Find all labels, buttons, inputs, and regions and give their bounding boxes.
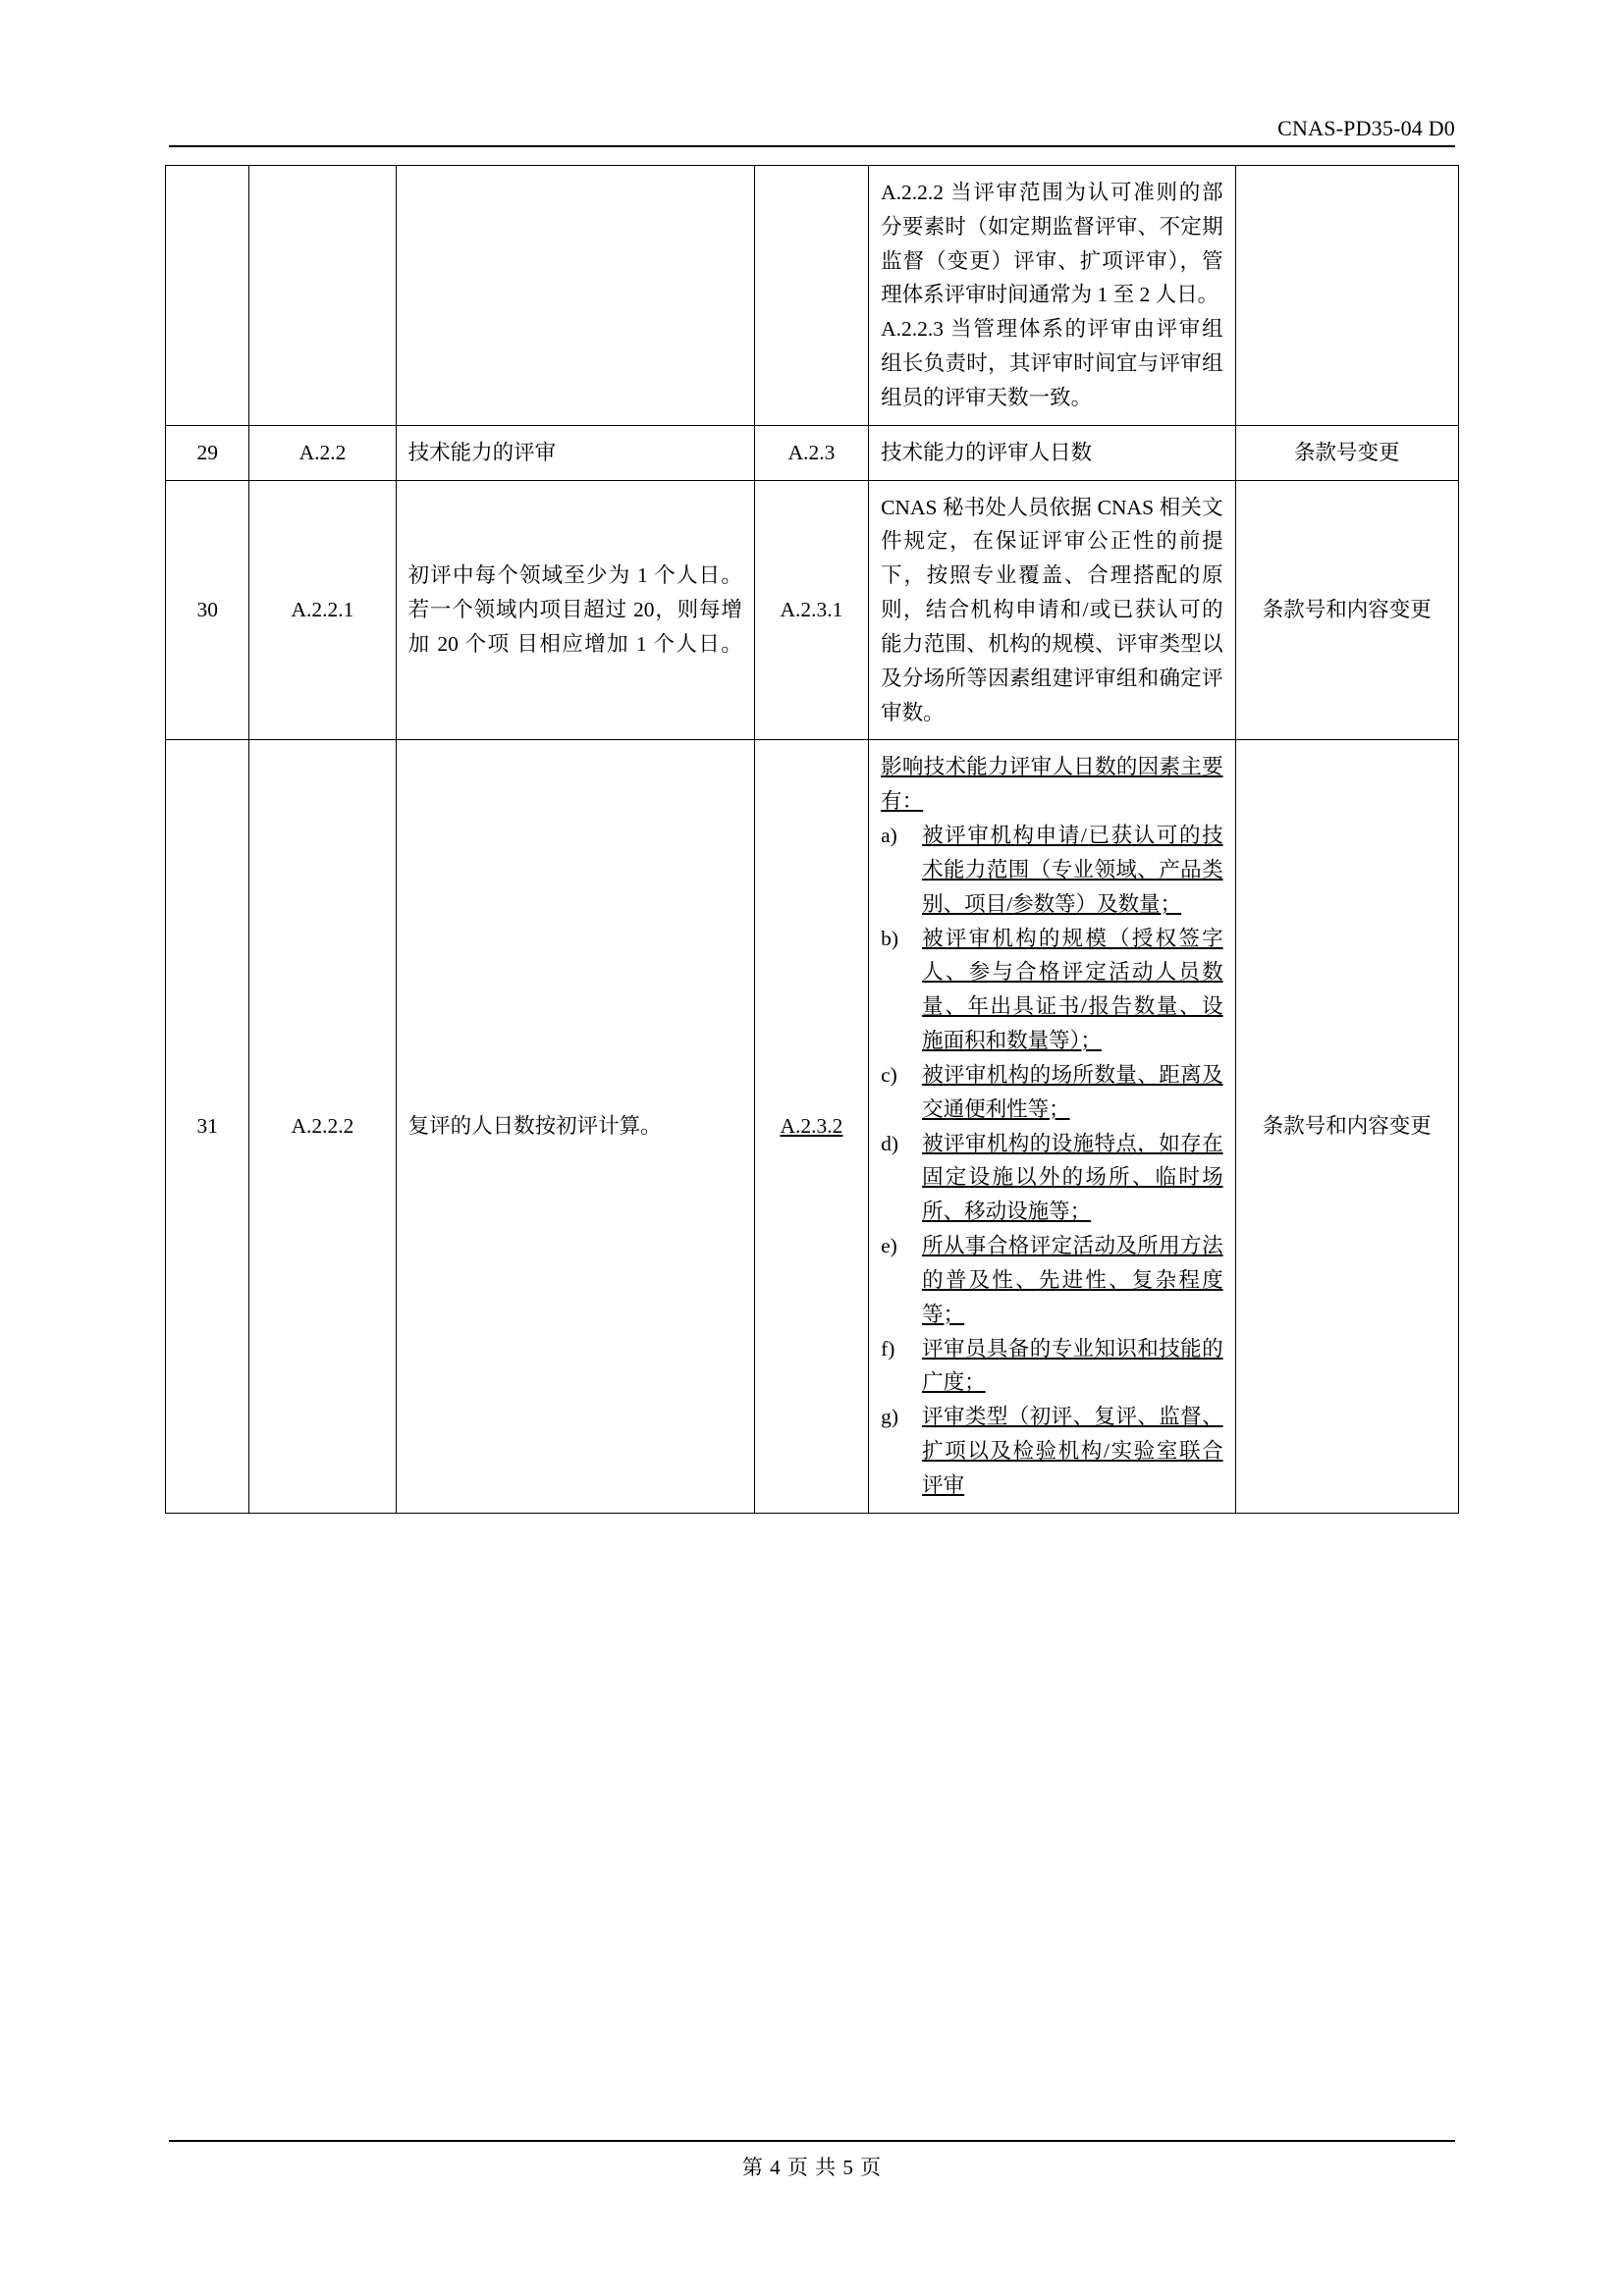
page-header: CNAS-PD35-04 D0 <box>1277 116 1455 140</box>
list-item <box>881 1229 1222 1331</box>
old-text-cell: 初评中每个领域至少为 1 个人日。若一个领域内项目超过 20，则每增加 20 个项 目相应增加 1 个人日。 <box>396 480 754 740</box>
list-marker: e) <box>881 1234 897 1258</box>
new-clause-cell: A.2.3.1 <box>754 480 868 740</box>
list-item-text: 被评审机构的设施特点，如存在固定设施以外的场所、临时场所、移动设施等； <box>922 1131 1223 1224</box>
old-clause-cell <box>249 166 396 426</box>
table-row <box>166 480 1459 740</box>
new-text-cell: CNAS 秘书处人员依据 CNAS 相关文件规定，在保证评审公正性的前提下，按照专业覆盖、合理搭配的原则，结合机构申请和/或已获认可的能力范围、机构的规模、评审类型以及分场所等因素组建评审组和确定评审数。 <box>869 480 1235 740</box>
old-text-cell: 技术能力的评审 <box>396 425 754 480</box>
new-text-cell <box>869 166 1235 426</box>
row-number-cell: 29 <box>166 425 249 480</box>
note-cell: 条款号和内容变更 <box>1235 480 1458 740</box>
new-text-cell <box>869 740 1235 1513</box>
list-item-text: 评审类型（初评、复评、监督、扩项以及检验机构/实验室联合评审 <box>922 1405 1223 1497</box>
list-item <box>881 1127 1222 1229</box>
old-clause-cell: A.2.2 <box>249 425 396 480</box>
note-cell: 条款号变更 <box>1235 425 1458 480</box>
note-cell: 条款号和内容变更 <box>1235 740 1458 1513</box>
list-item <box>881 1058 1222 1127</box>
list-item <box>881 1332 1222 1401</box>
list-item-text: 被评审机构的场所数量、距离及交通便利性等； <box>922 1062 1223 1121</box>
old-text-cell <box>396 166 754 426</box>
new-clause-cell: A.2.3.2 <box>754 740 868 1513</box>
list-item-text: 被评审机构的规模（授权签字人、参与合格评定活动人员数量、年出具证书/报告数量、设施面积和数量等）； <box>922 926 1223 1053</box>
old-text-cell: 复评的人日数按初评计算。 <box>396 740 754 1513</box>
list-item <box>881 1400 1222 1502</box>
list-item-text: 评审员具备的专业知识和技能的广度； <box>922 1336 1223 1395</box>
list-marker: a) <box>881 824 897 848</box>
header-divider <box>169 145 1455 147</box>
row-number-cell: 31 <box>166 740 249 1513</box>
list-marker: f) <box>881 1336 895 1361</box>
table-row <box>166 166 1459 426</box>
old-clause-cell: A.2.2.1 <box>249 480 396 740</box>
list-marker: b) <box>881 926 899 950</box>
old-clause-cell: A.2.2.2 <box>249 740 396 1513</box>
new-clause-cell <box>754 166 868 426</box>
list-marker: d) <box>881 1131 899 1155</box>
list-item <box>881 819 1222 921</box>
footer-divider <box>169 2140 1455 2142</box>
new-text-cell: 技术能力的评审人日数 <box>869 425 1235 480</box>
new-text-intro: 影响技术能力评审人日数的因素主要有： <box>881 755 1223 814</box>
new-text-paragraph: A.2.2.2 当评审范围为认可准则的部分要素时（如定期监督评审、不定期监督（变更）评审、扩项评审），管理体系评审时间通常为 1 至 2 人日。 <box>881 181 1223 307</box>
table-row <box>166 425 1459 480</box>
new-clause-cell: A.2.3 <box>754 425 868 480</box>
page-footer: 第 4 页 共 5 页 <box>741 2156 883 2179</box>
list-item-text: 所从事合格评定活动及所用方法的普及性、先进性、复杂程度等； <box>922 1234 1223 1326</box>
factor-list <box>881 819 1222 1503</box>
row-number-cell <box>166 166 249 426</box>
new-text-paragraph: A.2.2.3 当管理体系的评审由评审组组长负责时，其评审时间宜与评审组组员的评审天数一致。 <box>881 317 1223 409</box>
row-number-cell: 30 <box>166 480 249 740</box>
note-cell <box>1235 166 1458 426</box>
list-item-text: 被评审机构申请/已获认可的技术能力范围（专业领域、产品类别、项目/参数等）及数量； <box>922 824 1223 916</box>
list-marker: g) <box>881 1405 899 1429</box>
revision-comparison-table <box>165 165 1459 1514</box>
table-row <box>166 740 1459 1513</box>
list-item <box>881 922 1222 1058</box>
list-marker: c) <box>881 1062 897 1087</box>
